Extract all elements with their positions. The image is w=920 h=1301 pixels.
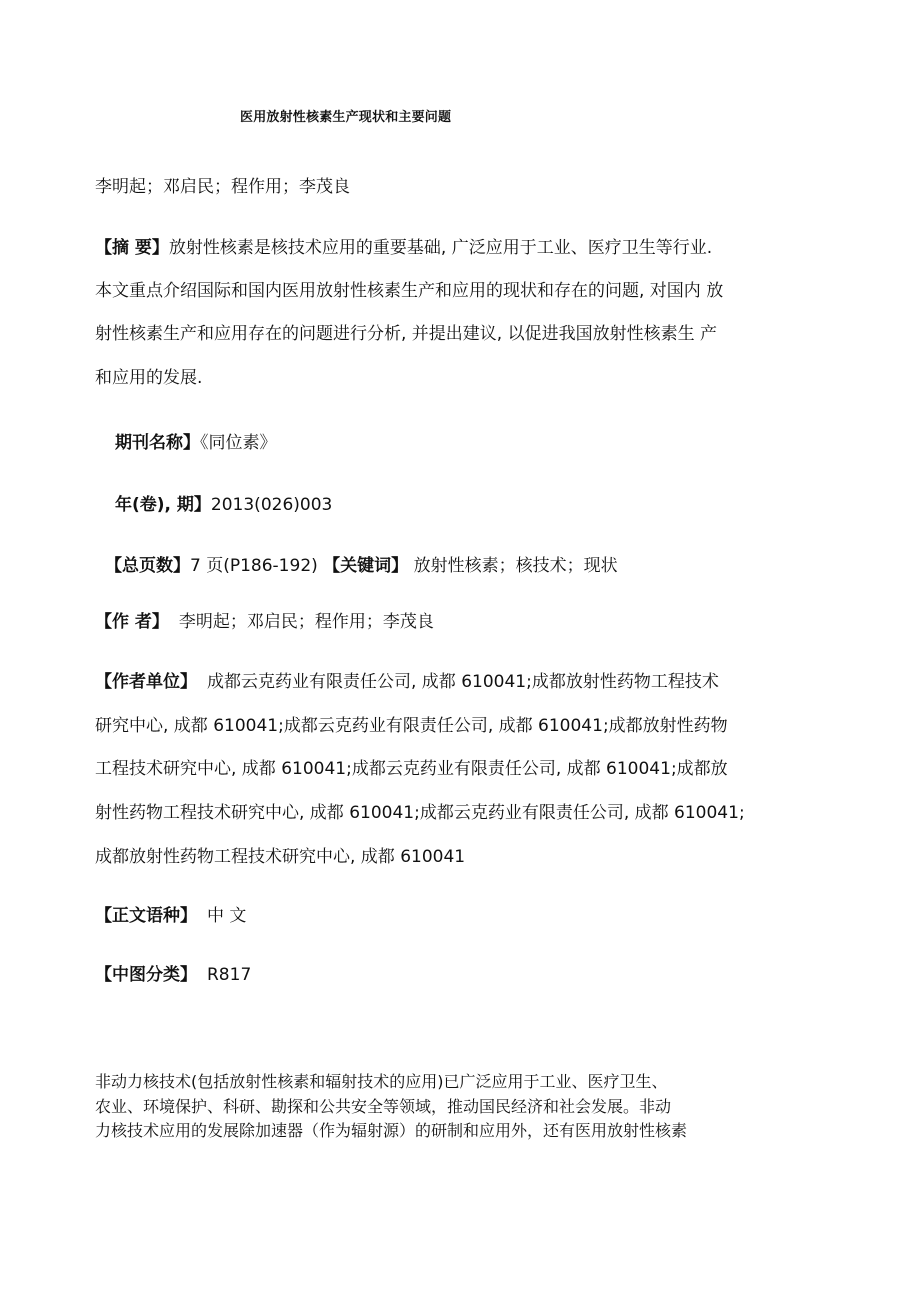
body-text-line-3: 力核技术应用的发展除加速器（作为辐射源）的研制和应用外，还有医用放射性核素 — [95, 1121, 688, 1140]
volume-label: 年(卷), 期】 — [115, 495, 211, 515]
body-text-line-1: 非动力核技术(包括放射性核素和辐射技术的应用)已广泛应用于工业、医疗卫生、 — [95, 1072, 668, 1091]
volume-value: 2013(026)003 — [210, 495, 333, 515]
affiliation-text-5: 成都放射性药物工程技术研究中心, 成都 610041 — [95, 847, 466, 867]
body-text-line-2: 农业、环境保护、科研、勘探和公共安全等领域，推动国民经济和社会发展。非动 — [95, 1097, 672, 1116]
affiliation-text-2: 研究中心, 成都 610041;成都云克药业有限责任公司, 成都 610041;成都放射性药物 — [95, 716, 728, 736]
classification-label: 【中图分类】 — [95, 965, 197, 985]
abstract-text-1: 放射性核素是核技术应用的重要基础, 广泛应用于工业、医疗卫生等行业. — [168, 238, 713, 258]
abstract-text-2: 本文重点介绍国际和国内医用放射性核素生产和应用的现状和存在的问题, 对国内 放 — [95, 281, 724, 301]
authors-line: 李明起；邓启民；程作用；李茂良 — [95, 177, 350, 197]
journal-row — [115, 428, 277, 453]
keywords-label: 【关键词】 — [323, 556, 409, 576]
language-value: 中 文 — [207, 906, 247, 926]
abstract-text-4: 和应用的发展. — [95, 368, 203, 388]
author-row — [95, 607, 434, 632]
classification-value: R817 — [207, 965, 252, 985]
affiliation-label: 【作者单位】 — [95, 672, 197, 692]
abstract-line-1 — [95, 233, 712, 258]
keywords-value: 放射性核素；核技术；现状 — [413, 556, 618, 576]
journal-label: 期刊名称】 — [115, 433, 200, 453]
author-label: 【作 者】 — [95, 612, 169, 632]
affiliation-text-1: 成都云克药业有限责任公司, 成都 610041;成都放射性药物工程技术 — [207, 672, 719, 692]
affiliation-text-3: 工程技术研究中心, 成都 610041;成都云克药业有限责任公司, 成都 610041;成都放 — [95, 759, 728, 779]
pages-label: 【总页数】 — [105, 556, 190, 576]
journal-value: 《同位素》 — [200, 433, 277, 453]
classification-row — [95, 960, 251, 985]
abstract-label: 【摘 要】 — [95, 238, 169, 258]
document-title: 医用放射性核素生产现状和主要问题 — [240, 110, 452, 125]
abstract-text-3: 射性核素生产和应用存在的问题进行分析, 并提出建议, 以促进我国放射性核素生 产 — [95, 324, 718, 344]
affiliation-text-4: 射性药物工程技术研究中心, 成都 610041;成都云克药业有限责任公司, 成都 610041; — [95, 803, 745, 823]
pages-row — [105, 551, 618, 576]
language-row — [95, 901, 246, 926]
author-value: 李明起；邓启民；程作用；李茂良 — [178, 612, 434, 632]
affiliation-row-1 — [95, 667, 719, 692]
pages-value: 7 页(P186-192) — [190, 556, 318, 576]
volume-row — [115, 490, 332, 515]
language-label: 【正文语种】 — [95, 906, 197, 926]
